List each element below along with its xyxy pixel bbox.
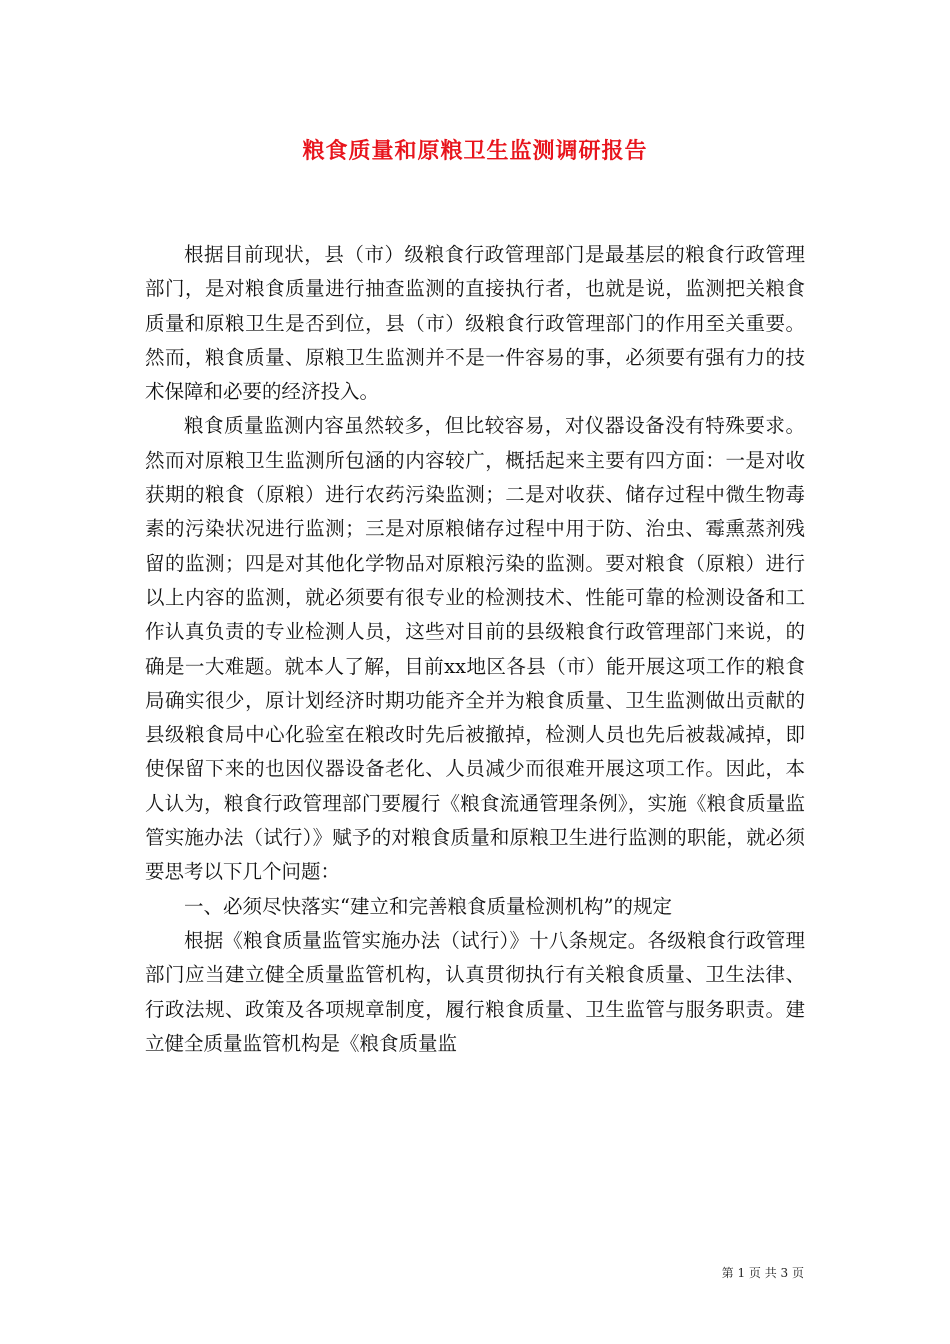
paragraph-1: 根据目前现状，县（市）级粮食行政管理部门是最基层的粮食行政管理部门，是对粮食质量进行抽查监测的直接执行者，也就是说，监测把关粮食质量和原粮卫生是否到位，县（市）级粮食行政管理部门的作用至关重要。然而，粮食质量、原粮卫生监测并不是一件容易的事，必须要有强有力的技术保障和必要的经济投入。 — [145, 243, 805, 404]
paragraph-2: 粮食质量监测内容虽然较多，但比较容易，对仪器设备没有特殊要求。然而对原粮卫生监测所包涵的内容较广，概括起来主要有四方面：一是对收获期的粮食（原粮）进行农药污染监测；二是对收获、储存过程中微生物毒素的污染状况进行监测；三是对原粮储存过程中用于防、治虫、霉熏蒸剂残留的监测；四是对其他化学物品对原粮污染的监测。要对粮食（原粮）进行以上内容的监测，就必须要有很专业的检测技术、性能可靠的检测设备和工作认真负责的专业检测人员，这些对目前的县级粮食行政管理部门来说，的确是一大难题。就本人了解，目前xx地区各县（市）能开展这项工作的粮食局确实很少，原计划经济时期功能齐全并为粮食质量、卫生监测做出贡献的县级粮食局中心化验室在粮改时先后被撤掉，检测人员也先后被裁减掉，即使保留下来的也因仪器设备老化、人员减少而很难开展这项工作。因此，本人认为，粮食行政管理部门要履行《粮食流通管理条例》，实施《粮食质量监管实施办法（试行）》赋予的对粮食质量和原粮卫生进行监测的职能，就必须要思考以下几个问题： — [145, 414, 805, 884]
section-heading-1: 一、必须尽快落实“建立和完善粮食质量检测机构”的规定 — [184, 894, 672, 918]
paragraph-3: 根据《粮食质量监管实施办法（试行）》十八条规定。各级粮食行政管理部门应当建立健全质量监管机构，认真贯彻执行有关粮食质量、卫生法律、行政法规、政策及各项规章制度，履行粮食质量、卫生监管与服务职责。建立健全质量监管机构是《粮食质量监 — [145, 928, 805, 1055]
document-title: 粮食质量和原粮卫生监测调研报告 — [302, 138, 648, 164]
document-body — [145, 238, 805, 1061]
page-number: 第 1 页 共 3 页 — [721, 1266, 804, 1280]
